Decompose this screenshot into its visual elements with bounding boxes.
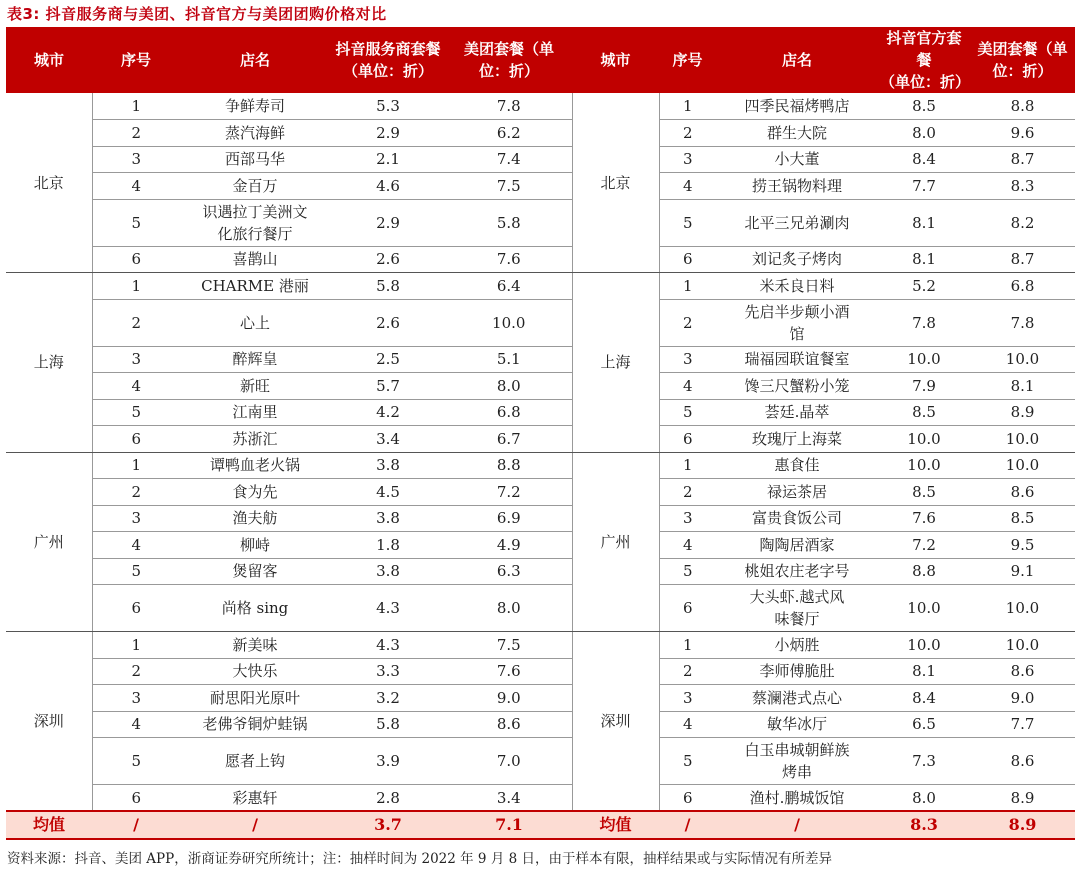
header-douyin-official [878,27,970,93]
store-name-right: 禄运茶居 [716,479,878,506]
table-caption: 表3: 抖音服务商与美团、抖音官方与美团团购价格对比 [7,5,387,23]
meituan-value-right: 8.9 [970,785,1075,812]
row-number-left: 1 [92,632,180,659]
douyin-sp-value: 2.8 [330,785,446,812]
row-number-left: 6 [92,426,180,453]
city-cell-right: 广州 [572,452,659,632]
store-name-left: 渔夫舫 [180,505,330,532]
table-row [6,346,1075,373]
store-name-right: 荟廷.晶萃 [716,399,878,426]
meituan-value-left: 10.0 [446,299,572,346]
row-number-right: 5 [659,199,716,246]
header-no-left: 序号 [92,27,180,93]
city-cell-right: 北京 [572,93,659,273]
store-name-right: 小大董 [716,146,878,173]
meituan-value-right: 10.0 [970,346,1075,373]
douyin-official-value: 6.5 [878,711,970,738]
average-store-left: / [180,811,330,839]
douyin-sp-value: 2.9 [330,199,446,246]
douyin-sp-value: 4.6 [330,173,446,200]
row-number-left: 1 [92,452,180,479]
row-number-left: 3 [92,346,180,373]
meituan-value-right: 6.8 [970,273,1075,300]
meituan-value-right: 10.0 [970,452,1075,479]
douyin-official-value: 8.1 [878,246,970,273]
header-meituan-right-line2: 位：折） [992,62,1053,80]
store-name-left: 柳峙 [180,532,330,559]
row-number-right: 2 [659,479,716,506]
row-number-right: 3 [659,505,716,532]
store-name-right: 陶陶居酒家 [716,532,878,559]
store-name-right: 瑞福园联谊餐室 [716,346,878,373]
table-row [6,120,1075,147]
row-number-right: 3 [659,685,716,712]
douyin-official-value: 7.7 [878,173,970,200]
meituan-value-left: 8.0 [446,373,572,400]
row-number-right: 6 [659,426,716,453]
douyin-official-value: 8.0 [878,785,970,812]
meituan-value-right: 7.8 [970,299,1075,346]
store-name-left: 耐思阳光原叶 [180,685,330,712]
douyin-official-value: 10.0 [878,632,970,659]
row-number-left: 3 [92,146,180,173]
table-row [6,373,1075,400]
header-meituan-right [970,27,1075,93]
store-name-left: 西部马华 [180,146,330,173]
header-douyin-sp-line2: （单位：折） [342,62,433,80]
city-cell-left: 广州 [6,452,92,632]
average-no-left: / [92,811,180,839]
header-no-right: 序号 [659,27,716,93]
row-number-left: 2 [92,658,180,685]
meituan-value-right: 8.6 [970,658,1075,685]
average-douyin-sp: 3.7 [330,811,446,839]
table-row [6,479,1075,506]
douyin-official-value: 7.6 [878,505,970,532]
meituan-value-right: 10.0 [970,426,1075,453]
store-name-left: 喜鹊山 [180,246,330,273]
meituan-value-left: 5.1 [446,346,572,373]
meituan-value-right: 10.0 [970,585,1075,632]
store-name-right: 捞王锅物料理 [716,173,878,200]
douyin-official-value: 7.8 [878,299,970,346]
store-name-left: 争鲜寿司 [180,93,330,120]
store-name-right: 北平三兄弟涮肉 [716,199,878,246]
douyin-official-value: 7.3 [878,738,970,785]
store-name-right: 李师傅脆肚 [716,658,878,685]
table-row [6,173,1075,200]
row-number-right: 2 [659,120,716,147]
header-meituan-left [446,27,572,93]
store-name-left: 老佛爷铜炉蛙锅 [180,711,330,738]
store-name-left: 苏浙汇 [180,426,330,453]
table-body [6,93,1075,839]
douyin-official-value: 8.5 [878,479,970,506]
meituan-value-left: 7.0 [446,738,572,785]
average-label-left: 均值 [6,811,92,839]
douyin-sp-value: 3.8 [330,505,446,532]
store-name-left: 尚格 sing [180,585,330,632]
store-name-right: 米禾良日料 [716,273,878,300]
douyin-sp-value: 4.3 [330,632,446,659]
douyin-official-value: 7.9 [878,373,970,400]
store-name-left: 醉辉皇 [180,346,330,373]
store-name-right: 四季民福烤鸭店 [716,93,878,120]
douyin-official-value: 8.4 [878,146,970,173]
store-name-right: 刘记炙子烤肉 [716,246,878,273]
header-store-left: 店名 [180,27,330,93]
table-row [6,558,1075,585]
meituan-value-left: 7.5 [446,173,572,200]
city-cell-left: 上海 [6,273,92,453]
meituan-value-left: 6.7 [446,426,572,453]
douyin-official-value: 10.0 [878,426,970,453]
meituan-value-left: 7.2 [446,479,572,506]
douyin-sp-value: 2.5 [330,346,446,373]
meituan-value-right: 8.6 [970,479,1075,506]
douyin-sp-value: 5.8 [330,273,446,300]
douyin-sp-value: 2.1 [330,146,446,173]
row-number-right: 6 [659,246,716,273]
header-douyin-official-line1: 抖音官方套餐 [886,29,962,69]
meituan-value-right: 8.6 [970,738,1075,785]
meituan-value-left: 7.6 [446,246,572,273]
row-number-left: 4 [92,173,180,200]
table-row [6,299,1075,346]
douyin-sp-value: 4.3 [330,585,446,632]
douyin-sp-value: 1.8 [330,532,446,559]
meituan-value-right: 7.7 [970,711,1075,738]
store-name-left: 新美味 [180,632,330,659]
row-number-right: 3 [659,346,716,373]
meituan-value-right: 8.2 [970,199,1075,246]
store-name-right: 玫瑰厅上海菜 [716,426,878,453]
table-row [6,785,1075,812]
table-row [6,273,1075,300]
store-name-right: 惠食佳 [716,452,878,479]
meituan-value-right: 9.6 [970,120,1075,147]
store-name-right: 桃姐农庄老字号 [716,558,878,585]
meituan-value-left: 8.8 [446,452,572,479]
douyin-official-value: 8.8 [878,558,970,585]
douyin-official-value: 7.2 [878,532,970,559]
meituan-value-left: 6.4 [446,273,572,300]
row-number-right: 5 [659,558,716,585]
douyin-official-value: 8.0 [878,120,970,147]
meituan-value-right: 8.3 [970,173,1075,200]
meituan-value-left: 6.9 [446,505,572,532]
table-row [6,658,1075,685]
average-douyin-official: 8.3 [878,811,970,839]
table-row [6,246,1075,273]
city-cell-left: 北京 [6,93,92,273]
store-name-left: 新旺 [180,373,330,400]
douyin-sp-value: 2.6 [330,299,446,346]
average-meituan-left: 7.1 [446,811,572,839]
row-number-right: 6 [659,785,716,812]
store-name-left: CHARME 港丽 [180,273,330,300]
row-number-right: 5 [659,399,716,426]
row-number-right: 1 [659,632,716,659]
city-cell-left: 深圳 [6,632,92,812]
row-number-left: 5 [92,199,180,246]
douyin-official-value: 8.4 [878,685,970,712]
header-meituan-left-line1: 美团套餐（单 [463,40,554,58]
meituan-value-right: 9.5 [970,532,1075,559]
header-meituan-right-line1: 美团套餐（单 [977,40,1068,58]
store-name-right: 蔡澜港式点心 [716,685,878,712]
store-name-left: 江南里 [180,399,330,426]
row-number-left: 6 [92,246,180,273]
table-row [6,93,1075,120]
average-no-right: / [659,811,716,839]
row-number-left: 5 [92,558,180,585]
store-name-left: 识遇拉丁美洲文 化旅行餐厅 [180,199,330,246]
douyin-sp-value: 3.9 [330,738,446,785]
header-meituan-left-line2: 位：折） [478,62,539,80]
meituan-value-left: 9.0 [446,685,572,712]
table-row [6,505,1075,532]
store-name-right: 先启半步颠小酒 馆 [716,299,878,346]
row-number-right: 4 [659,532,716,559]
meituan-value-left: 7.5 [446,632,572,659]
source-footnote: 资料来源：抖音、美团 APP，浙商证券研究所统计；注：抽样时间为 2022 年 9 月 8 日，由于样本有限，抽样结果或与实际情况有所差异 [7,851,832,867]
row-number-right: 4 [659,173,716,200]
table-row [6,632,1075,659]
header-city-right: 城市 [572,27,659,93]
meituan-value-left: 7.4 [446,146,572,173]
row-number-left: 3 [92,505,180,532]
store-name-left: 金百万 [180,173,330,200]
meituan-value-left: 3.4 [446,785,572,812]
meituan-value-left: 7.6 [446,658,572,685]
row-number-right: 1 [659,93,716,120]
meituan-value-right: 8.7 [970,246,1075,273]
meituan-value-left: 4.9 [446,532,572,559]
table-row [6,426,1075,453]
table-row [6,399,1075,426]
row-number-right: 2 [659,658,716,685]
header-douyin-official-line2: （单位：折） [880,73,971,91]
store-name-left: 愿者上钩 [180,738,330,785]
store-name-left: 食为先 [180,479,330,506]
store-name-right: 富贵食饭公司 [716,505,878,532]
meituan-value-right: 9.1 [970,558,1075,585]
header-store-right: 店名 [716,27,878,93]
douyin-sp-value: 3.2 [330,685,446,712]
meituan-value-right: 8.9 [970,399,1075,426]
douyin-official-value: 10.0 [878,346,970,373]
douyin-sp-value: 2.9 [330,120,446,147]
city-cell-right: 上海 [572,273,659,453]
table-row [6,452,1075,479]
douyin-sp-value: 3.8 [330,452,446,479]
row-number-left: 2 [92,120,180,147]
price-comparison-table [6,27,1075,840]
header-douyin-sp [330,27,446,93]
row-number-left: 6 [92,585,180,632]
store-name-right: 敏华冰厅 [716,711,878,738]
meituan-value-left: 6.2 [446,120,572,147]
store-name-left: 谭鸭血老火锅 [180,452,330,479]
douyin-sp-value: 3.8 [330,558,446,585]
store-name-right: 白玉串城朝鲜族 烤串 [716,738,878,785]
douyin-official-value: 8.1 [878,199,970,246]
header-douyin-sp-line1: 抖音服务商套餐 [335,40,441,58]
row-number-right: 1 [659,452,716,479]
store-name-right: 渔村.鹏城饭馆 [716,785,878,812]
table-row [6,146,1075,173]
meituan-value-right: 8.1 [970,373,1075,400]
douyin-official-value: 8.5 [878,399,970,426]
store-name-right: 大头虾.越式风 味餐厅 [716,585,878,632]
meituan-value-right: 9.0 [970,685,1075,712]
meituan-value-right: 10.0 [970,632,1075,659]
meituan-value-left: 8.0 [446,585,572,632]
store-name-left: 彩惠轩 [180,785,330,812]
row-number-left: 5 [92,738,180,785]
douyin-official-value: 5.2 [878,273,970,300]
douyin-sp-value: 5.8 [330,711,446,738]
douyin-official-value: 8.1 [878,658,970,685]
row-number-right: 4 [659,711,716,738]
row-number-left: 6 [92,785,180,812]
average-label-right: 均值 [572,811,659,839]
row-number-left: 3 [92,685,180,712]
meituan-value-right: 8.7 [970,146,1075,173]
row-number-left: 2 [92,479,180,506]
row-number-left: 5 [92,399,180,426]
table-row [6,585,1075,632]
row-number-left: 1 [92,93,180,120]
douyin-sp-value: 4.5 [330,479,446,506]
row-number-right: 6 [659,585,716,632]
row-number-left: 4 [92,711,180,738]
row-number-right: 2 [659,299,716,346]
average-meituan-right: 8.9 [970,811,1075,839]
city-cell-right: 深圳 [572,632,659,812]
store-name-left: 大快乐 [180,658,330,685]
douyin-official-value: 10.0 [878,452,970,479]
meituan-value-left: 6.8 [446,399,572,426]
douyin-official-value: 10.0 [878,585,970,632]
store-name-left: 蒸汽海鲜 [180,120,330,147]
store-name-right: 群生大院 [716,120,878,147]
douyin-sp-value: 3.3 [330,658,446,685]
meituan-value-left: 8.6 [446,711,572,738]
meituan-value-right: 8.8 [970,93,1075,120]
row-number-right: 3 [659,146,716,173]
header-city-left: 城市 [6,27,92,93]
store-name-left: 心上 [180,299,330,346]
douyin-official-value: 8.5 [878,93,970,120]
store-name-right: 小炳胜 [716,632,878,659]
average-store-right: / [716,811,878,839]
douyin-sp-value: 3.4 [330,426,446,453]
meituan-value-left: 6.3 [446,558,572,585]
meituan-value-left: 5.8 [446,199,572,246]
row-number-left: 1 [92,273,180,300]
row-number-right: 1 [659,273,716,300]
meituan-value-left: 7.8 [446,93,572,120]
row-number-left: 2 [92,299,180,346]
row-number-right: 5 [659,738,716,785]
meituan-value-right: 8.5 [970,505,1075,532]
table-row [6,711,1075,738]
row-number-left: 4 [92,373,180,400]
table-row [6,738,1075,785]
store-name-right: 馋三尺蟹粉小笼 [716,373,878,400]
table-row [6,685,1075,712]
table-row [6,199,1075,246]
douyin-sp-value: 5.7 [330,373,446,400]
table-row [6,532,1075,559]
row-number-right: 4 [659,373,716,400]
douyin-sp-value: 4.2 [330,399,446,426]
douyin-sp-value: 2.6 [330,246,446,273]
table-header-row [6,27,1075,93]
average-row [6,811,1075,839]
row-number-left: 4 [92,532,180,559]
douyin-sp-value: 5.3 [330,93,446,120]
store-name-left: 煲留客 [180,558,330,585]
